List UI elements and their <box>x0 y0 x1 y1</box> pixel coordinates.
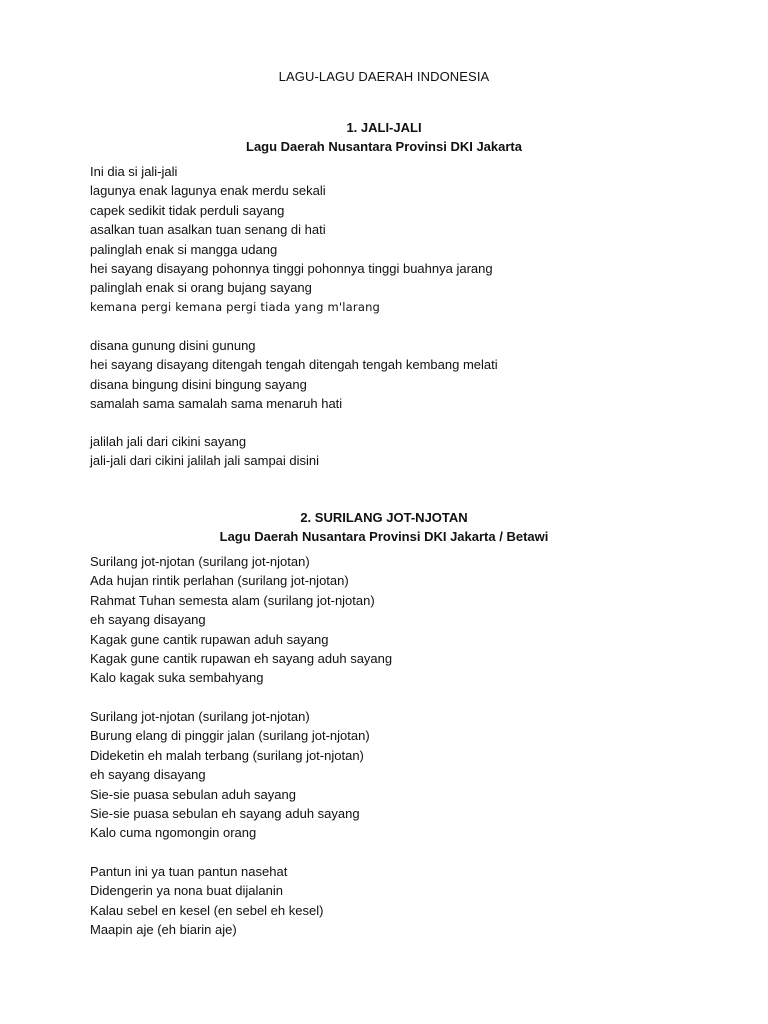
document-title: LAGU-LAGU DAERAH INDONESIA <box>278 69 490 84</box>
lyric-line: jalilah jali dari cikini sayang <box>90 434 247 449</box>
song-stanza <box>90 707 690 843</box>
song-header-jali-jali <box>0 118 768 156</box>
lyric-line: Kalau sebel en kesel (en sebel eh kesel) <box>90 902 324 918</box>
lyric-line: Kalo kagak suka sembahyang <box>90 670 264 686</box>
lyric-line: disana gunung disini gunung <box>90 338 256 353</box>
song-title: 2. SURILANG JOT-NJOTAN <box>300 510 468 525</box>
song-stanza <box>90 336 690 414</box>
lyric-line: kemana pergi kemana pergi tiada yang m'larang <box>90 299 381 314</box>
lyric-line: samalah sama samalah sama menaruh hati <box>90 396 343 412</box>
lyric-line: lagunya enak lagunya enak merdu sekali <box>90 183 326 199</box>
lyric-line: Surilang jot-njotan (surilang jot-njotan) <box>90 709 310 724</box>
lyric-line: hei sayang disayang pohonnya tinggi pohonnya tinggi buahnya jarang <box>90 261 493 277</box>
lyric-line: Didengerin ya nona buat dijalanin <box>90 883 283 899</box>
lyric-line: Sie-sie puasa sebulan eh sayang aduh sayang <box>90 806 360 822</box>
song-stanza <box>90 862 690 940</box>
lyric-line: Maapin aje (eh biarin aje) <box>90 922 237 938</box>
lyric-line: eh sayang disayang <box>90 612 206 628</box>
song-title: 1. JALI-JALI <box>346 120 422 135</box>
song-stanza <box>90 162 690 317</box>
lyric-line: capek sedikit tidak perduli sayang <box>90 202 285 218</box>
song-stanza <box>90 552 690 688</box>
lyric-line: Dideketin eh malah terbang (surilang jot-njotan) <box>90 747 364 763</box>
lyric-line: Kagak gune cantik rupawan eh sayang aduh sayang <box>90 651 393 667</box>
lyric-line: Ini dia si jali-jali <box>90 164 178 179</box>
lyric-line: palinglah enak si orang bujang sayang <box>90 280 312 296</box>
song-subtitle: Lagu Daerah Nusantara Provinsi DKI Jakarta <box>246 139 522 154</box>
lyric-line: Kalo cuma ngomongin orang <box>90 825 257 841</box>
lyric-line: Burung elang di pinggir jalan (surilang jot-njotan) <box>90 728 370 744</box>
lyric-line: Pantun ini ya tuan pantun nasehat <box>90 864 288 879</box>
song-header-surilang-jot-njotan <box>0 508 768 546</box>
lyric-line: disana bingung disini bingung sayang <box>90 376 307 392</box>
lyric-line: eh sayang disayang <box>90 767 206 783</box>
song-stanza <box>90 432 690 471</box>
lyric-line: Kagak gune cantik rupawan aduh sayang <box>90 631 329 647</box>
lyric-line: jali-jali dari cikini jalilah jali sampai disini <box>90 453 320 469</box>
lyric-line: Sie-sie puasa sebulan aduh sayang <box>90 786 296 802</box>
song-subtitle: Lagu Daerah Nusantara Provinsi DKI Jakarta / Betawi <box>219 529 549 544</box>
lyric-line: Surilang jot-njotan (surilang jot-njotan) <box>90 554 310 569</box>
lyric-line: asalkan tuan asalkan tuan senang di hati <box>90 222 326 238</box>
lyric-line: palinglah enak si mangga udang <box>90 241 278 257</box>
lyric-line: Rahmat Tuhan semesta alam (surilang jot-njotan) <box>90 592 375 608</box>
lyric-line: Ada hujan rintik perlahan (surilang jot-njotan) <box>90 573 349 589</box>
lyric-line: hei sayang disayang ditengah tengah ditengah tengah kembang melati <box>90 357 498 373</box>
